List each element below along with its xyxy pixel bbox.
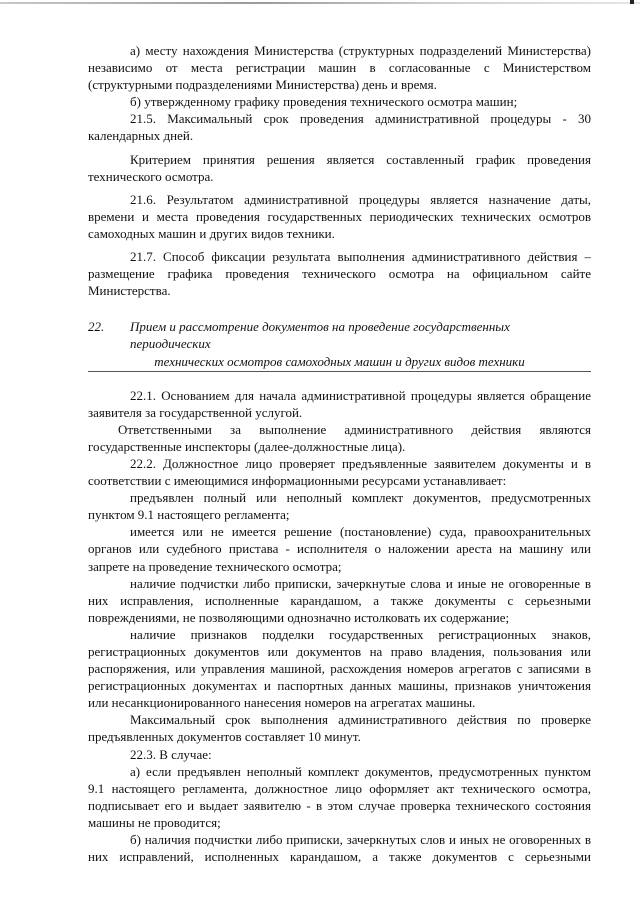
- paragraph-check-court-decision: имеется или не имеется решение (постановление) суда, правоохранительных органов или судебного пристава - исполнителя о наложении ареста на машину или запрете на проведение технического осмотра;: [88, 524, 591, 574]
- paragraph-21-6: 21.6. Результатом административной процедуры является назначение даты, времени и места проведения государственных периодических технических осмотров самоходных машин и других видов техники.: [88, 191, 591, 241]
- paragraph-responsible: Ответственными за выполнение административного действия являются государственные инспекторы (далее-должностные лица).: [88, 421, 591, 454]
- scan-corner-mark: [630, 0, 634, 4]
- paragraph-check-complete: предъявлен полный или неполный комплект документов, предусмотренных пунктом 9.1 настоящего регламента;: [88, 490, 591, 523]
- section-title-line1: Прием и рассмотрение документов на проведение государственных периодических: [130, 319, 510, 352]
- paragraph-check-corrections: наличие подчистки либо приписки, зачеркнутые слова и иные не оговоренные в них исправления, исполненные карандашом, а также документы с серьезными повреждениями, не позволяющими однозначно истолковать их содержание;: [88, 575, 591, 625]
- section-divider: [88, 371, 591, 372]
- section-number: 22.: [88, 319, 105, 335]
- scan-top-edge: [0, 2, 640, 4]
- paragraph-22-1: 22.1. Основанием для начала административной процедуры является обращение заявителя за государственной услугой.: [88, 387, 591, 420]
- paragraph-case-b: б) наличия подчистки либо приписки, зачеркнутых слов и иных не оговоренных в них исправлений, исполненных карандашом, а также документов с серьезными: [88, 832, 591, 865]
- paragraph-item-b-schedule: б) утвержденному графику проведения технического осмотра машин;: [130, 94, 518, 110]
- section-title-line2: технических осмотров самоходных машин и других видов техники: [154, 353, 525, 369]
- paragraph-max-time: Максимальный срок выполнения административного действия по проверке предъявленных документов составляет 10 минут.: [88, 712, 591, 745]
- paragraph-21-7: 21.7. Способ фиксации результата выполнения административного действия – размещение графика проведения технического осмотра на официальном сайте Министерства.: [88, 249, 591, 299]
- paragraph-22-3: 22.3. В случае:: [130, 746, 212, 762]
- paragraph-check-forgery: наличие признаков подделки государственных регистрационных знаков, регистрационных документов или документов на право владения, пользования или распоряжения, или управления машиной, расхождения номеров агрегатов с записями в регистрационных документах и паспортных данных машины, признаков уничтожения или несанкционированного нанесения номеров на агрегатах машины.: [88, 626, 591, 711]
- section-heading: [88, 318, 591, 369]
- document-page: [88, 42, 591, 865]
- paragraph-criterion: Критерием принятия решения является составленный график проведения технического осмотра.: [88, 151, 591, 184]
- paragraph-22-2: 22.2. Должностное лицо проверяет предъявленные заявителем документы и в соответствии с имеющимися информационными ресурсами устанавливает:: [88, 455, 591, 489]
- paragraph-21-5: 21.5. Максимальный срок проведения административной процедуры - 30 календарных дней.: [88, 111, 591, 144]
- paragraph-case-a: а) если предъявлен неполный комплект документов, предусмотренных пунктом 9.1 настоящего регламента, должностное лицо оформляет акт технического осмотра, подписывает его и выдает заявителю - в этом случае проверка технического состояния машины не проводится;: [88, 763, 591, 830]
- paragraph-item-a-location: а) месту нахождения Министерства (структурных подразделений Министерства) независимо от места регистрации машин в согласованные с Министерством (структурными подразделениями Министерства) день и время.: [88, 43, 591, 93]
